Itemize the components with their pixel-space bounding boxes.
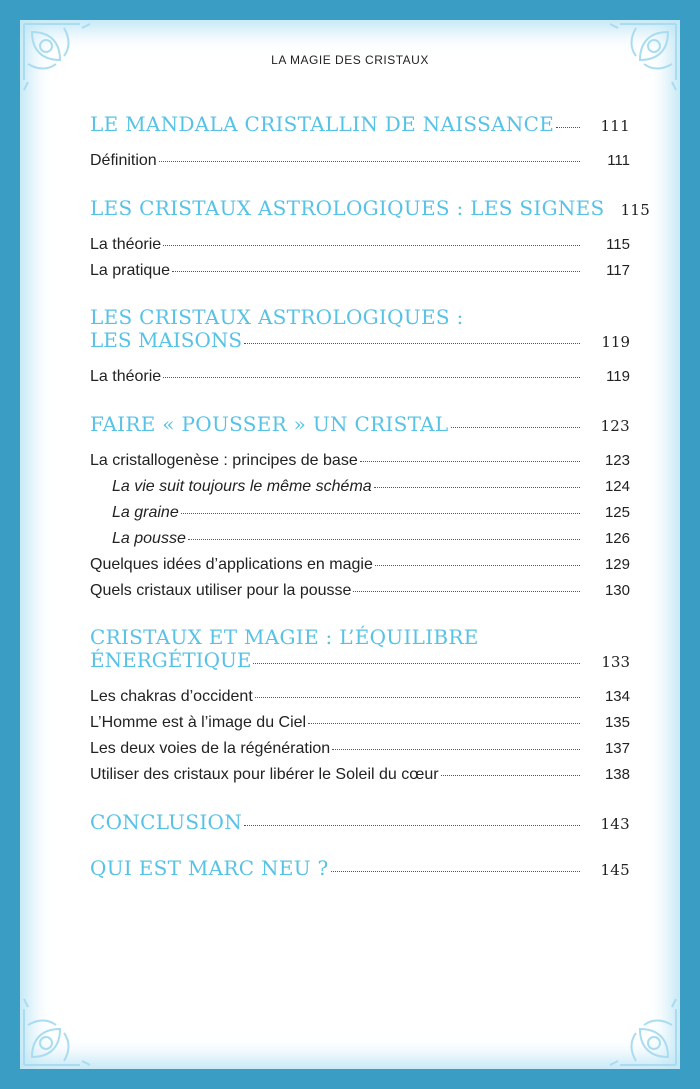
toc-entry[interactable]: Quelques idées d’applications en magie 129 [90,556,630,573]
toc-entry[interactable]: La théorie 115 [90,236,630,253]
toc-section-title[interactable]: LES CRISTAUX ASTROLOGIQUES : LES SIGNES 115 [90,196,651,220]
running-header: LA MAGIE DES CRISTAUX [271,53,429,67]
toc-entry[interactable]: La cristallogenèse : principes de base 123 [90,452,630,469]
toc-entry[interactable]: Les chakras d’occident 134 [90,688,630,705]
table-of-contents [90,112,651,880]
corner-ornament-icon [590,979,680,1069]
toc-section-title[interactable]: CONCLUSION 143 [90,810,630,834]
toc-entry[interactable]: Utiliser des cristaux pour libérer le Soleil du cœur 138 [90,766,630,783]
page-frame [20,20,680,1069]
toc-section-title[interactable]: QUI EST MARC NEU ? 145 [90,856,630,880]
toc-entry[interactable]: Quels cristaux utiliser pour la pousse 130 [90,582,630,599]
toc-section-title[interactable]: CRISTAUX ET MAGIE : L’ÉQUILIBRE ÉNERGÉTIQUE 133 [90,625,630,672]
toc-entry[interactable]: Les deux voies de la régénération 137 [90,740,630,757]
toc-entry[interactable]: La pratique 117 [90,262,630,279]
toc-entry[interactable]: L’Homme est à l’image du Ciel 135 [90,714,630,731]
toc-entry[interactable]: Définition 111 [90,152,630,169]
toc-section-title[interactable]: LES CRISTAUX ASTROLOGIQUES : LES MAISONS 119 [90,305,630,352]
toc-subentry[interactable]: La graine 125 [112,504,630,521]
toc-entry[interactable]: La théorie 119 [90,368,630,385]
corner-ornament-icon [20,979,110,1069]
toc-section-title[interactable]: FAIRE « POUSSER » UN CRISTAL 123 [90,412,630,436]
toc-section-title[interactable]: LE MANDALA CRISTALLIN DE NAISSANCE 111 [90,112,630,136]
toc-subentry[interactable]: La vie suit toujours le même schéma 124 [112,478,630,495]
toc-subentry[interactable]: La pousse 126 [112,530,630,547]
